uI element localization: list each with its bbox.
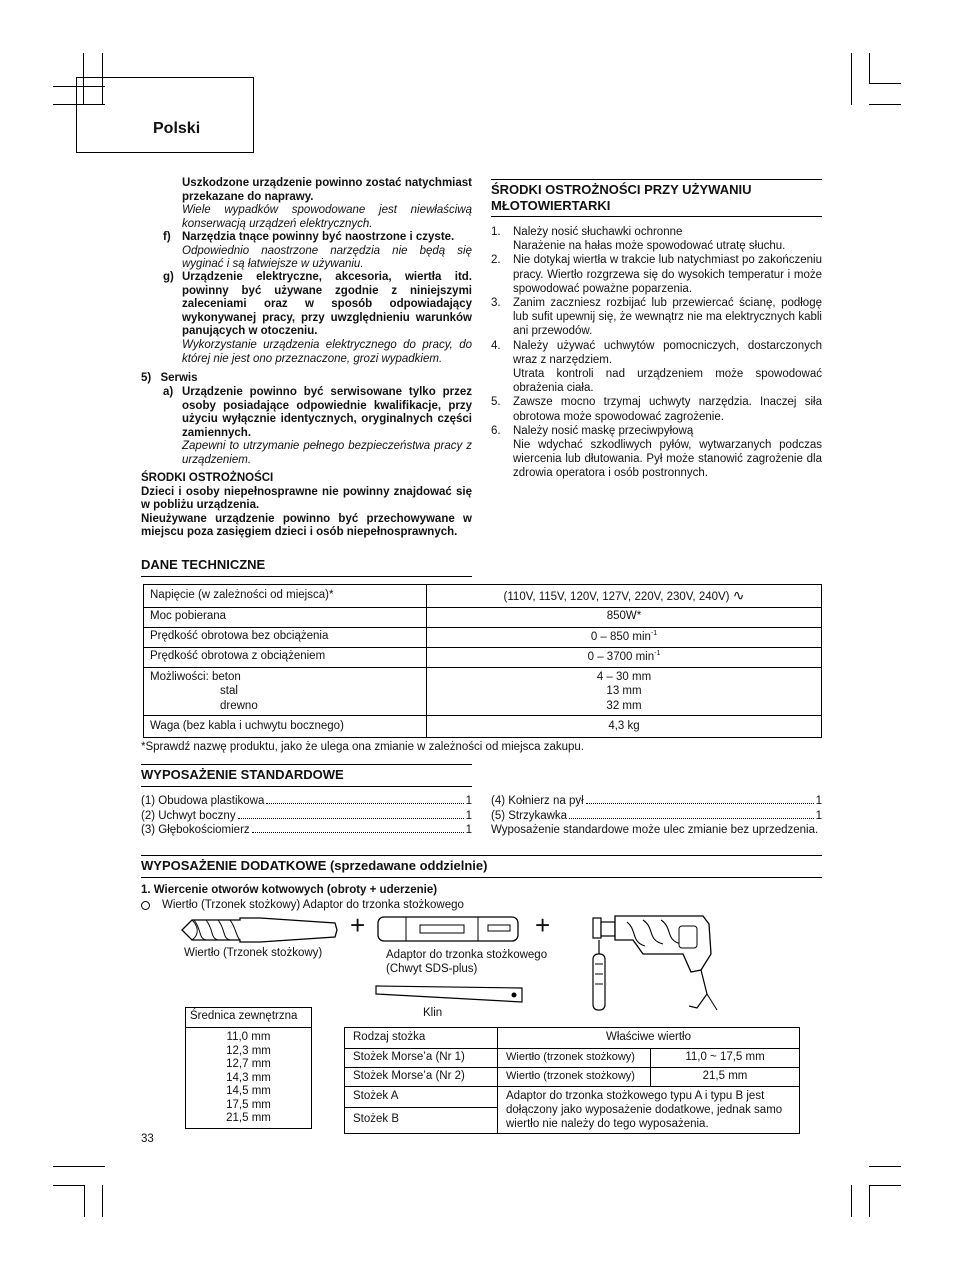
language-box <box>76 77 254 153</box>
diameter-header: Średnica zewnętrzna <box>186 1008 311 1028</box>
list-item: (3) Głębokościomierz 1 <box>141 824 472 836</box>
serwis-number: 5) <box>141 372 152 384</box>
list-item: 4. Należy używać uchwytów pomocniczych, dostarczonych wraz z narzędziem. Utrata kontroli nad urządzeniem może spowodować obrażenia ciała. <box>491 339 822 395</box>
list-item: (4) Kołnierz na pył 1 <box>491 795 822 807</box>
table-row: Stożek Morse’a (Nr 2) Wiertło (trzonek stożkowy) 21,5 mm <box>345 1067 800 1086</box>
page-number: 33 <box>141 1133 154 1145</box>
list-item: (2) Uchwyt boczny 1 <box>141 809 472 822</box>
crop-mark <box>869 104 901 105</box>
list-item: 1. Należy nosić słuchawki ochronne Narażenie na hałas może spowodować utratę słuchu. <box>491 226 786 253</box>
precautions-p2: Nieużywane urządzenie powinno być przechowywane w miejscu poza zasięgiem dzieci i osób niepełnosprawnych. <box>141 512 472 539</box>
serwis-bold: Urządzenie powinno być serwisowane tylko przez osoby posiadające odpowiednie kwalifikacje, przy użyciu wyłącznie identycznych, oryginalnych części zamiennych. <box>182 386 472 439</box>
item-f-marker: f) <box>163 231 171 243</box>
item-f-italic: Odpowiednio naostrzone narzędzia nie będą się wyginać i są łatwiejsze w używaniu. <box>182 244 472 271</box>
table-row: Waga (bez kabla i uchwytu bocznego) 4,3 kg <box>144 716 822 738</box>
serwis-italic: Zapewni to utrzymanie pełnego bezpieczeństwa pracy z urządzeniem. <box>182 440 472 466</box>
item-f <box>182 231 472 272</box>
crop-mark <box>84 1185 85 1217</box>
precautions-title: ŚRODKI OSTROŻNOŚCI <box>141 472 274 484</box>
diameter-table <box>185 1007 312 1129</box>
crop-mark <box>869 53 870 83</box>
language-label: Polski <box>153 119 201 137</box>
standard-list-right <box>491 794 822 838</box>
item-e-italic: Wiele wypadków spowodowane jest niewłaściwą konserwacją urządzeń elektrycznych. <box>182 204 472 230</box>
optional-accessories-heading: WYPOSAŻENIE DODATKOWE (sprzedawane oddzielnie) <box>141 855 822 878</box>
standard-note: Wyposażenie standardowe może ulec zmianie bez uprzedzenia. <box>491 824 819 836</box>
tech-data-heading: DANE TECHNICZNE <box>141 555 472 577</box>
drill-bit-caption: Wiertło (Trzonek stożkowy) <box>184 947 323 959</box>
serwis-heading <box>141 372 198 386</box>
hammer-drill-precautions-list <box>491 225 822 481</box>
standard-accessories-heading: WYPOSAŻENIE STANDARDOWE <box>141 764 472 787</box>
wedge-caption: Klin <box>423 1007 443 1019</box>
table-row: Stożek B <box>345 1107 800 1133</box>
table-row: Możliwości: beton stal drewno 4 – 30 mm 13 mm 32 mm <box>144 667 822 716</box>
taper-table <box>344 1027 800 1134</box>
item-e-bold: Uszkodzone urządzenie powinno zostać natychmiast przekazane do naprawy. <box>182 177 472 203</box>
precautions <box>141 472 472 540</box>
adaptor-caption: Adaptor do trzonka stożkowego (Chwyt SDS-plus) <box>386 949 548 975</box>
crop-mark <box>869 1185 901 1186</box>
serwis-title: Serwis <box>160 372 198 384</box>
standard-list-left <box>141 794 472 838</box>
plus-sign: + <box>535 910 551 940</box>
crop-mark <box>869 83 901 84</box>
tech-data-table <box>143 584 822 738</box>
list-item: 6. Należy nosić maskę przeciwpyłową Nie wdychać szkodliwych pyłów, wytwarzanych podczas wiercenia lub dłutowania. Pył może stanowić zagrożenie dla zdrowia operatora i osób postronnych. <box>491 424 822 480</box>
tech-footnote: *Sprawdź nazwę produktu, jako że ulega ona zmianie w zależności od miejsca zakupu. <box>141 741 584 753</box>
crop-mark <box>53 1185 85 1186</box>
table-row: Rodzaj stożka Właściwe wiertło <box>345 1028 800 1049</box>
table-row: Prędkość obrotowa z obciążeniem 0 – 3700 $\min^{-1}$ <box>144 647 822 667</box>
crop-mark <box>869 1166 901 1167</box>
table-row: Stożek A Adaptor do trzonka stożkowego typu A i typu B jest dołączony jako wyposażenie dodatkowe, jednak samo wiertło nie należy do tego wyposażenia. <box>345 1086 800 1107</box>
list-item: 5. Zawsze mocno trzymaj uchwyty narzędzia. Inaczej siła obrotowa może spowodować zagrożenie. <box>491 396 822 423</box>
hammer-drill-icon <box>583 910 723 1018</box>
crop-mark <box>53 1166 105 1167</box>
table-row: Moc pobierana 850W* <box>144 607 822 627</box>
item-e <box>182 177 472 231</box>
table-row: Napięcie (w zależności od miejsca)* (110V, 115V, 120V, 127V, 220V, 230V, 240V) ∿ <box>144 585 822 608</box>
table-row: Prędkość obrotowa bez obciążenia 0 – 850 $\min^{-1}$ <box>144 627 822 647</box>
list-item: (5) Strzykawka 1 <box>491 809 822 822</box>
drill-bit-icon <box>180 912 340 948</box>
optional-bullet: Wiertło (Trzonek stożkowy) Adaptor do trzonka stożkowego <box>141 899 464 913</box>
item-g-bold: Urządzenie elektryczne, akcesoria, wiertła itd. powinny być używane zgodnie z niniejszymi zaleceniami oraz w sposób odpowiadający wykonywanej pracy, przy uwzględnieniu warunków panujących w otoczeniu. <box>182 271 472 338</box>
item-f-bold: Narzędzia tnące powinny być naostrzone i czyste. <box>182 231 455 243</box>
crop-mark <box>851 53 852 105</box>
serwis-marker: a) <box>163 386 174 398</box>
list-item: 3. Zanim zaczniesz rozbijać lub przewiercać ścianę, podłogę lub sufit upewnij się, że wewnątrz nie ma elektrycznych kabli ani przewodów. <box>491 297 822 338</box>
crop-mark <box>102 1185 103 1217</box>
crop-mark <box>851 1185 852 1217</box>
ac-symbol-icon: ∿ <box>732 587 745 603</box>
optional-sub-heading: 1. Wiercenie otworów kotwowych (obroty + uderzenie) <box>141 884 438 896</box>
diameter-list: 11,0 mm 12,3 mm 12,7 mm 14,3 mm 14,5 mm 17,5 mm 21,5 mm <box>226 1031 271 1124</box>
hammer-drill-precautions-heading: ŚRODKI OSTROŻNOŚCI PRZY UŻYWANIU MŁOTOWIERTARKI <box>491 179 822 217</box>
item-g <box>182 271 472 366</box>
adaptor-icon <box>376 914 524 944</box>
bullet-circle-icon <box>141 901 150 910</box>
table-row: Stożek Morse’a (Nr 1) Wiertło (trzonek stożkowy) 11,0 ~ 17,5 mm <box>345 1049 800 1068</box>
item-g-italic: Wykorzystanie urządzenia elektrycznego do pracy, do której nie jest ono przeznaczone, grozi wypadkiem. <box>182 338 472 365</box>
item-g-marker: g) <box>163 271 174 283</box>
plus-sign: + <box>350 910 366 940</box>
precautions-p1: Dzieci i osoby niepełnosprawne nie powinny znajdować się w pobliżu urządzenia. <box>141 485 472 512</box>
list-item: 2. Nie dotykaj wiertła w trakcie lub natychmiast po zakończeniu pracy. Wiertło rozgrzewa się do wysokich temperatur i może spowodować poważne poparzenia. <box>491 254 822 295</box>
serwis-a <box>182 386 472 468</box>
wedge-icon <box>374 984 526 1006</box>
list-item: (1) Obudowa plastikowa 1 <box>141 795 472 807</box>
crop-mark <box>869 1185 870 1217</box>
